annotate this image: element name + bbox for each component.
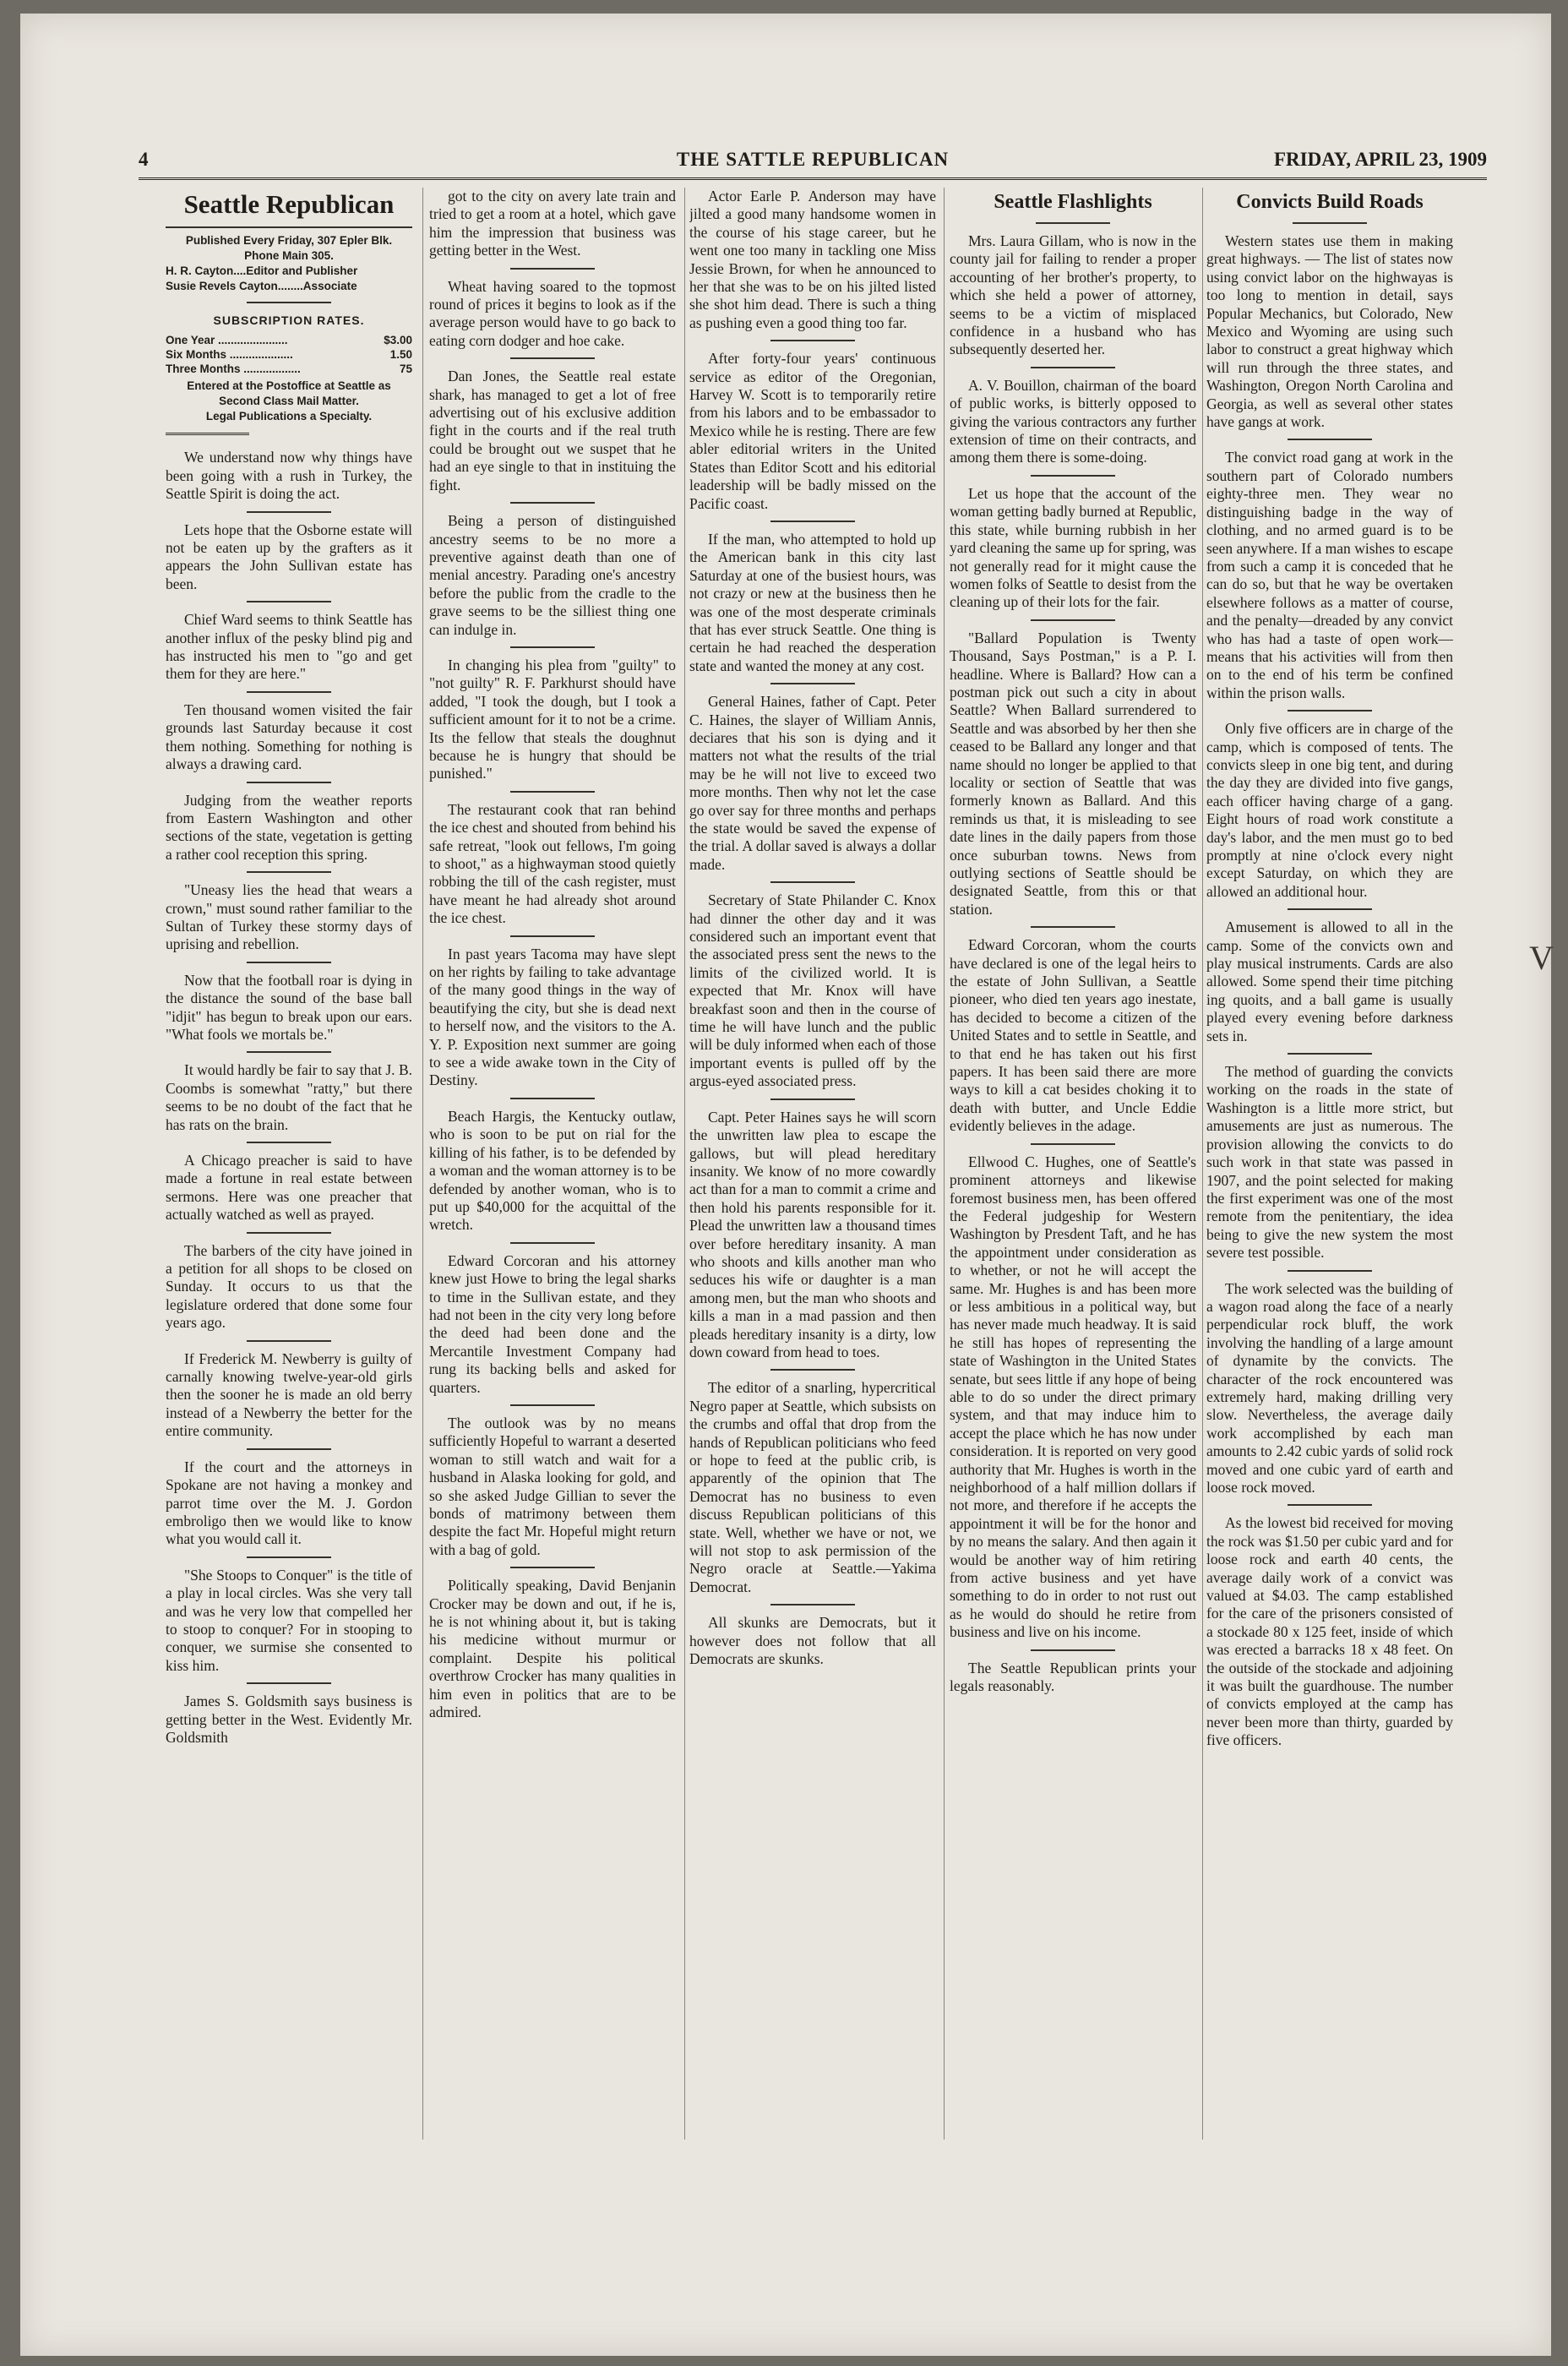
article-paragraph: Amusement is allowed to all in the camp. Some of the convicts own and play musical instruments. Cards are also allowed. Some spend their time pitching ing quoits, and a ball game is usually played every evening before darkness sets in. xyxy=(1206,919,1453,1044)
item-separator xyxy=(510,646,594,648)
article-paragraph: Ten thousand women visited the fair grounds last Saturday because it cost them nothing. Something for nothing is always a drawing card. xyxy=(166,701,412,773)
item-separator xyxy=(247,1340,330,1342)
column-3 xyxy=(689,188,936,2140)
item-separator xyxy=(247,601,330,602)
item-separator xyxy=(770,683,854,684)
paragraphs xyxy=(166,449,412,1747)
rate-row xyxy=(166,333,412,347)
flag-title: Seattle Republican xyxy=(183,189,395,219)
column-1 xyxy=(166,188,412,2140)
article-paragraph: Edward Corcoran, whom the courts have declared is one of the legal heirs to the estate of John Sullivan, a Seattle pioneer, who died ten years ago inestate, has decided to become a citizen of the United States and to settle in Seattle, and to that end he has taken out his first papers. It has been said there are more ways to kill a cat besides choking it to death with butter, and Uncle Eddie evidently believes in the adage. xyxy=(950,936,1196,1135)
article-paragraph: Dan Jones, the Seattle real estate shark, has managed to get a lot of free advertising out of his exclusive addition fight in the courts and if the real truth could be brought out we suspet that he had an eye single to that in instituing the fight. xyxy=(429,368,676,493)
item-separator xyxy=(1288,1053,1371,1055)
masthead-rule xyxy=(139,177,1487,180)
article-paragraph: Capt. Peter Haines says he will scorn the unwritten law plea to escape the gallows, but will plead hereditary insanity. We know of no more cowardly act than for a man to commit a crime and then hold his parents responsible for it. Plead the unwritten law a thousand times over before hereditary insanity. A man who shoots and kills another man who seduces his wife or daughter is a man among men, but the man who shoots and kills a man in a mad passion and then pleads hereditary insanity is a dirty, low down coward from head to toes. xyxy=(689,1108,936,1360)
item-separator xyxy=(247,1448,330,1450)
article-paragraph: The outlook was by no means sufficiently Hopeful to warrant a deserted woman to still watch and wait for a husband in Alaska looking for gold, and so she asked Judge Gillian to sever the bonds of matrimony between them despite the fact Mr. Hopeful might return with a bag of gold. xyxy=(429,1414,676,1558)
article-paragraph: It would hardly be fair to say that J. B. Coombs is somewhat "ratty," but there seems to be no doubt of the fact that he has rats on the brain. xyxy=(166,1061,412,1133)
article-paragraph: After forty-four years' continuous service as editor of the Oregonian, Harvey W. Scott is to temporarily retire from his labors and to be embassador to Mexico while he is resting. There are few abler editorial writers in the United States than Editor Scott and his editorial leadership will be badly missed on the Pacific coast. xyxy=(689,350,936,512)
rule xyxy=(166,433,249,435)
article-paragraph: Western states use them in making great highways. — The list of states now using convict labor on the highwayas is too long to mention in detail, says Popular Mechanics, but Colorado, New Mexico and Wyoming are using such labor to construct a great highway which will run through the three states, and Washington, Oregon North Carolina and Georgia, as well as several other states have gangs at work. xyxy=(1206,232,1453,431)
item-separator xyxy=(1288,1504,1371,1506)
pub-line: Phone Main 305. xyxy=(244,249,334,262)
newspaper-title: THE SATTLE REPUBLICAN xyxy=(676,149,950,170)
article-paragraph: The Seattle Republican prints your legals reasonably. xyxy=(950,1659,1196,1695)
paragraphs xyxy=(950,232,1196,1695)
article-paragraph: Politically speaking, David Benjanin Crocker may be down and out, if he is, he is not whining about it, but is taking his medicine without murmur or complaint. Despite his political overthrow Crocker has many qualities in him even in politics that are to be admired. xyxy=(429,1577,676,1721)
item-separator xyxy=(1031,619,1114,621)
article-paragraph: If the man, who attempted to hold up the American bank in this city last Saturday at one of the busiest hours, was not crazy or new at the business then he was one of the most desperate criminals that has ever struck Seattle. One thing is certain he had reached the desperation state and wanted the money at any cost. xyxy=(689,530,936,674)
item-separator xyxy=(510,1242,594,1244)
column-rule xyxy=(944,188,945,2140)
item-separator xyxy=(1031,926,1114,928)
article-paragraph: If Frederick M. Newberry is guilty of carnally knowing twelve-year-old girls then the sooner he is made an old berry instead of a Newberry the better for the entire community. xyxy=(166,1349,412,1440)
associate-line: Susie Revels Cayton........Associate xyxy=(166,280,357,292)
heading-rule xyxy=(1036,222,1110,224)
article-paragraph: The barbers of the city have joined in a petition for all shops to be closed on Sunday. It occurs to us that the legislature ordered that done some four years ago. xyxy=(166,1241,412,1332)
item-separator xyxy=(1031,367,1114,368)
article-paragraph: "Uneasy lies the head that wears a crown," must sound rather familiar to the Sultan of Turkey these stormy days of uprising and rebellion. xyxy=(166,881,412,953)
entered-notice xyxy=(166,379,412,424)
item-separator xyxy=(1288,710,1371,711)
article-paragraph: Let us hope that the account of the woman getting badly burned at Republic, this state, while burning rubbish in her yard cleaning the same up for spring, was not generally read for it might cause the women folks of Seattle to desist from the cleaning up of their lots for the fair. xyxy=(950,484,1196,611)
item-separator xyxy=(247,511,330,513)
column-rule xyxy=(422,188,423,2140)
article-paragraph: The restaurant cook that ran behind the ice chest and shouted from behind his safe retreat, "look out fellows, I'm going to shoot," as a highwayman stood quietly robbing the till of the cash register, must have meant he had already shot around the ice chest. xyxy=(429,800,676,927)
item-separator xyxy=(1031,475,1114,477)
page-masthead xyxy=(139,142,1487,176)
item-separator xyxy=(770,881,854,883)
item-separator xyxy=(1031,1143,1114,1145)
heading-rule xyxy=(1293,222,1367,224)
article-paragraph: "She Stoops to Conquer" is the title of a play in local circles. Was she very tall and was he very low that compelled her to stoop to conquer? For in stooping to conquer, we surmise she consented to kiss him. xyxy=(166,1566,412,1674)
item-separator xyxy=(510,1098,594,1099)
article-paragraph: Being a person of distinguished ancestry seems to be no more a preventive against death than one of menial ancestry. Parading one's ancestry before the public from the cradle to the grave seems to be the silliest thing one can indulge in. xyxy=(429,512,676,638)
article-paragraph: A. V. Bouillon, chairman of the board of public works, is bitterly opposed to giving the various contractors any further extension of time on their contracts, and among them there is some-doing. xyxy=(950,376,1196,466)
paragraphs xyxy=(429,188,676,1721)
item-separator xyxy=(510,1404,594,1406)
rate-label: Three Months .................. xyxy=(166,363,301,376)
article-paragraph: As the lowest bid received for moving the rock was $1.50 per cubic yard and for loose rock and earth 40 cents, the average daily work of a convict was valued at $4.03. The camp established for the care of the prisoners consisted of a stockade 80 x 125 feet, inside of which was erected a barracks 18 x 48 feet. On the outside of the stockade and adjoining it was built the guardhouse. The number of convicts employed at the camp has never been more than thirty, guarded by five officers. xyxy=(1206,1514,1453,1749)
page-number: 4 xyxy=(139,149,149,170)
article-paragraph: Actor Earle P. Anderson may have jilted a good many handsome women in the course of his stage career, but he went one too many in tackling one Miss Jessie Brown, for when he announced to her that she was to be on his jilted listed she shot him dead. There is such a thing as pushing even a good thing too far. xyxy=(689,188,936,331)
item-separator xyxy=(1288,439,1371,440)
publisher-info xyxy=(166,233,412,264)
column-rule xyxy=(1202,188,1203,2140)
article-paragraph: In changing his plea from "guilty" to "not guilty" R. F. Parkhurst should have added, "I took the dough, but I took a sufficient amount for it to not be a crime. Its the fellow that steals the doughnut because he is hungry that should be punished." xyxy=(429,656,676,782)
item-separator xyxy=(510,357,594,359)
article-paragraph: The convict road gang at work in the southern part of Colorado numbers eighty-three men. They wear no distinguishing badge in the way of clothing, and no armed guard is to be seen anywhere. If a man wishes to escape from such a camp it is conceded that he can do so, but that he way be overtaken elsewhere follows as a matter of course, and the penalty—dreaded by any convict who has had a taste of open work—means that his activities will from then on to the end of his term be confined within the prison walls. xyxy=(1206,449,1453,701)
item-separator xyxy=(510,1567,594,1568)
article-paragraph: The editor of a snarling, hypercritical Negro paper at Seattle, which subsists on the crumbs and offal that drop from the hands of Republican politicians who feed or hope to feed at the public crib, is apparently of the opinion that The Democrat has no business to even discuss Republican politicians of this state. Well, whether we have or not, we will not stop to ask permission of the Negro oracle at Seattle.—Yakima Democrat. xyxy=(689,1379,936,1595)
article-paragraph: All skunks are Democrats, but it however does not follow that all Democrats are skunks. xyxy=(689,1614,936,1668)
entered-line: Legal Publications a Specialty. xyxy=(205,410,373,423)
item-separator xyxy=(247,871,330,873)
article-paragraph: Beach Hargis, the Kentucky outlaw, who is soon to be put on rial for the killing of his father, is to be defended by a woman and the woman attorney is to be defended by another woman, who is to put up $40,000 for the acquittal of the wretch. xyxy=(429,1107,676,1234)
article-paragraph: Only five officers are in charge of the camp, which is composed of tents. The convicts sleep in one big tent, and during the day they are divided into five gangs, each officer having charge of a gang. Eight hours of road work constitute a day's labor, and the men must go to bed promptly at nine o'clock every night except Saturday, on which they are allowed an additional hour. xyxy=(1206,720,1453,900)
article-paragraph: A Chicago preacher is said to have made a fortune in real estate between sermons. Here was one preacher that actually watched as well as prayed. xyxy=(166,1152,412,1224)
article-paragraph: In past years Tacoma may have slept on her rights by failing to take advantage of the many good things in the way of beautifying the city, but she is dead next to herself now, and the visitors to the A. Y. P. Exposition next summer are going to see a wide awake town in the City of Destiny. xyxy=(429,945,676,1089)
rate-label: One Year ...................... xyxy=(166,334,288,347)
rate-price: 75 xyxy=(399,363,412,376)
article-paragraph: Edward Corcoran and his attorney knew just Howe to bring the legal sharks to time in the Sullivan estate, and they had not been in the city very long before the deed had been done and the Mercantile Investment Company had rung its backing bells and asked for quarters. xyxy=(429,1251,676,1396)
column-4 xyxy=(950,188,1196,2140)
article-paragraph: Judging from the weather reports from Eastern Washington and other sections of the state, vegetation is getting a rather cool reception this spring. xyxy=(166,791,412,863)
article-paragraph: Now that the football roar is dying in the distance the sound of the base ball "idjit" has begun to break upon our ears. "What fools we mortals be." xyxy=(166,971,412,1043)
paragraphs xyxy=(689,188,936,1668)
item-separator xyxy=(247,1142,330,1143)
article-paragraph: "Ballard Population is Twenty Thousand, Says Postman," is a P. I. headline. Where is Ballard? How can a postman pick out such a city in about Seattle? When Ballard surrendered to Seattle and was absorbed by her then she ceased to be Ballard any longer and that name should no longer be applied to that locality or section of Seattle that was formerly known as Ballard. And this reminds us that, it is misleading to see date lines in the daily papers from those once suburban towns. News from outlying sections of Seattle should be designated Seattle, from this or that station. xyxy=(950,629,1196,918)
item-separator xyxy=(770,340,854,341)
item-separator xyxy=(247,1232,330,1234)
section-heading: Seattle Flashlights xyxy=(994,191,1152,213)
article-paragraph: Mrs. Laura Gillam, who is now in the county jail for failing to render a proper accounting of her brother's property, to which she held a power of attorney, seems to be a victim of misplaced confidence in a husband who has subsequently deserted her. xyxy=(950,232,1196,358)
section-heading: Convicts Build Roads xyxy=(1236,191,1424,213)
rate-price: 1.50 xyxy=(389,348,412,362)
rates-heading: SUBSCRIPTION RATES. xyxy=(213,313,365,327)
item-separator xyxy=(1031,1649,1114,1651)
item-separator xyxy=(510,268,594,270)
article-paragraph: Chief Ward seems to think Seattle has another influx of the pesky blind pig and has instructed his men to "go and get them for they are here." xyxy=(166,611,412,683)
article-paragraph: We understand now why things have been going with a rush in Turkey, the Seattle Spirit is doing the act. xyxy=(166,449,412,503)
entered-line: Entered at the Postoffice at Seattle as xyxy=(187,379,391,393)
editor-line: H. R. Cayton....Editor and Publisher xyxy=(166,264,358,277)
item-separator xyxy=(770,1369,854,1371)
item-separator xyxy=(770,1604,854,1606)
item-separator xyxy=(247,782,330,783)
item-separator xyxy=(510,935,594,937)
article-paragraph: Ellwood C. Hughes, one of Seattle's prominent attorneys and likewise foremost business men, has been offered the Federal judgeship for Western Washington by Presdent Taft, and he has the appointment under consideration as to whether, or not he will accept the same. Mr. Hughes is and has been more or less ambitious in a political way, but has never made much headway. It is said he still has hopes of representing the state of Washington in the United States senate, but sees little if any hope of being able to do so under the direct primary system, and that may induce him to accept the place which he has now under consideration. It is reported on very good authority that Mr. Hughes is worth in the neighborhood of a half million dollars if not more, and therefore if he accepts the appointment it will be for the honor and by no means the salary. And then again it would be another way of him retiring from active business and yet have something to do in order to not rust out as he would do should he retire from business and live on his income. xyxy=(950,1153,1196,1641)
item-separator xyxy=(247,1682,330,1684)
paragraphs xyxy=(1206,232,1453,1750)
article-paragraph: The work selected was the building of a wagon road along the face of a nearly perpendicular rock bluff, the work involving the handling of a large amount of dynamite by the convicts. The character of the rock encountered was extremely hard, making drilling very slow. Nevertheless, the average daily work accomplished by each man amounts to 2.42 cubic yards of solid rock moved and one cubic yard of earth and loose rock moved. xyxy=(1206,1279,1453,1496)
article-paragraph: General Haines, father of Capt. Peter C. Haines, the slayer of William Annis, deciares that his son is dying and it matters not what the results of the trial may be he will not live to exceed two more months. Then why not let the case go over say for three months and perhaps the state would be saved the expense of the trial. A dollar saved is always a dollar made. xyxy=(689,693,936,873)
item-separator xyxy=(510,791,594,793)
item-separator xyxy=(1288,908,1371,910)
rate-row xyxy=(166,347,412,362)
rule xyxy=(247,302,330,303)
column-5 xyxy=(1206,188,1453,2140)
article-paragraph: James S. Goldsmith says business is getting better in the West. Evidently Mr. Goldsmith xyxy=(166,1693,412,1746)
item-separator xyxy=(1288,1270,1371,1272)
item-separator xyxy=(770,521,854,522)
item-separator xyxy=(247,962,330,963)
article-paragraph: Secretary of State Philander C. Knox had dinner the other day and it was considered such an important event that the associated press sent the news to the limits of the civilized world. It is expected that Mr. Knox will have breakfast soon and then in the course of time he will have lunch and the public will be duly informed when each of those important events is pulled off by the argus-eyed associated press. xyxy=(689,891,936,1090)
article-paragraph: If the court and the attorneys in Spokane are not having a monkey and parrot time over the M. J. Gordon embroligo then we would like to know what you would call it. xyxy=(166,1458,412,1548)
column-2 xyxy=(429,188,676,2140)
rate-label: Six Months .................... xyxy=(166,348,293,362)
column-rule xyxy=(684,188,685,2140)
rate-row xyxy=(166,362,412,376)
entered-line: Second Class Mail Matter. xyxy=(219,395,359,408)
article-paragraph: The method of guarding the convicts working on the roads in the state of Washington is a little more strict, but amusements are just as numerous. The provision allowing the convicts to do such work in that state was passed in 1907, and the point selected for making the first experiment was one of the most remote from the penitentiary, the idea being to give the new system the most severe test possible. xyxy=(1206,1063,1453,1262)
margin-mark: V xyxy=(1529,939,1554,977)
article-paragraph: got to the city on avery late train and tried to get a room at a hotel, which gave him the impression that business was getting better in the West. xyxy=(429,188,676,259)
article-paragraph: Lets hope that the Osborne estate will not be eaten up by the grafters as it appears the John Sullivan estate has been. xyxy=(166,521,412,592)
pub-line: Published Every Friday, 307 Epler Blk. xyxy=(185,234,393,247)
issue-date: FRIDAY, APRIL 23, 1909 xyxy=(1274,149,1487,170)
flag-rule xyxy=(166,226,412,228)
item-separator xyxy=(510,502,594,504)
item-separator xyxy=(247,1556,330,1558)
item-separator xyxy=(247,1051,330,1053)
article-paragraph: Wheat having soared to the topmost round of prices it begins to look as if the average person would have to go back to eating corn dodger and hoe cake. xyxy=(429,277,676,349)
item-separator xyxy=(770,1098,854,1100)
rate-price: $3.00 xyxy=(384,334,412,347)
item-separator xyxy=(247,691,330,693)
